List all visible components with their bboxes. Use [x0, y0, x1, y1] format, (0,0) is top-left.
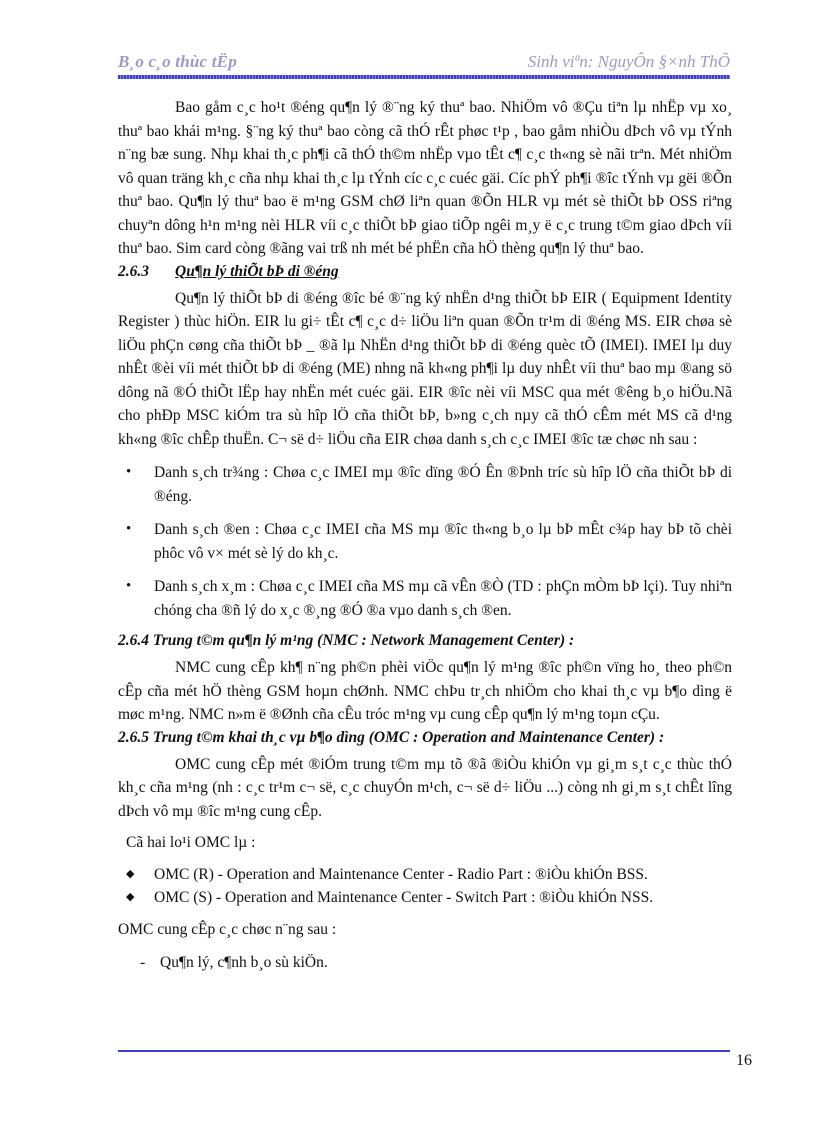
omc-functions-intro: OMC cung cÊp c¸c chøc n¨ng sau :	[118, 920, 337, 938]
list-item	[118, 863, 732, 887]
student-name: Sinh viªn: NguyÔn §×nh ThÕ	[527, 52, 730, 71]
report-title: B¸o c¸o thùc tËp	[118, 52, 237, 71]
list-item	[118, 518, 732, 565]
omc-paragraph: OMC cung cÊp mét ®iÓm trung t©m mµ tõ ®ã ®iÒu khiÓn vµ gi¸m s¸t c¸c thùc thÓ kh¸c cña m¹ng (nh : c¸c tr¹m c¬ së, c¸c chuyÓn m¹ch, c¬ së d÷ liÖu ...) còng nh gi¸m s¸t chÊt lîng dÞch vô mµ ®îc m¹ng cung cÊp.	[118, 755, 732, 820]
section-heading-2-6-4: 2.6.4 Trung t©m qu¶n lý m¹ng (NMC : Network Management Center) :	[118, 632, 575, 649]
page-header	[118, 50, 730, 76]
omc-types-intro: Cã hai lo¹i OMC lµ :	[126, 834, 256, 851]
header-divider	[118, 75, 730, 79]
page-number: 16	[736, 1052, 752, 1069]
list-item-text: OMC (R) - Operation and Maintenance Center - Radio Part : ®iÒu khiÓn BSS.	[154, 865, 648, 883]
list-item	[118, 575, 732, 622]
section-title: Qu¶n lý thiÕt bÞ di ®éng	[175, 262, 339, 280]
bullet-icon: •	[126, 464, 132, 480]
diamond-bullet-icon: ◆	[126, 867, 135, 880]
diamond-bullet-icon: ◆	[126, 891, 135, 903]
list-item	[118, 951, 732, 975]
dash-bullet-icon: -	[140, 954, 146, 971]
list-item-text: Danh s¸ch ®en : Chøa c¸c IMEI cña MS mµ ®îc th«ng b¸o lµ bÞ mÊt c¾p hay bÞ tõ chèi phôc vô v× mét sè lý do kh¸c.	[154, 521, 732, 562]
subscriber-management-paragraph: Bao gåm c¸c ho¹t ®éng qu¶n lý ®¨ng ký thuª bao. NhiÖm vô ®Çu tiªn lµ nhËp vµ xo¸ thuª bao khái m¹ng. §¨ng ký thuª bao còng cã thÓ rÊt phøc t¹p , bao gåm nhiÒu dÞch vô vµ tÝnh n¨ng bæ sung. Nhµ khai th¸c ph¶i cã thÓ th©m nhËp vµo tÊt c¶ c¸c th«ng sè nãi trªn. Mét nhiÖm vô quan träng kh¸c cña nhµ khai th¸c lµ tÝnh cíc c¸c cuéc gäi. Cíc phÝ ph¶i ®îc tÝnh vµ gëi ®Õn thuª bao. Qu¶n lý thuª bao ë m¹ng GSM chØ liªn quan ®Õn HLR vµ mét sè thiÕt bÞ OSS riªng chuyªn dông h¹n m¹ng nèi HLR víi c¸c thiÕt bÞ giao tiÕp ngêi m¸y ë c¸c trung t©m giao dÞch víi thuª bao. Sim card còng ®ãng vai trß nh mét bé phËn cña hÖ thèng qu¶n lý thuª bao.	[118, 99, 732, 257]
bullet-icon: •	[126, 578, 132, 594]
list-item-text: Qu¶n lý, c¶nh b¸o sù kiÖn.	[160, 954, 328, 971]
list-item-text: OMC (S) - Operation and Maintenance Center - Switch Part : ®iÒu khiÓn NSS.	[154, 889, 654, 906]
equipment-management-paragraph: Qu¶n lý thiÕt bÞ di ®éng ®îc bé ®¨ng ký nhËn d¹ng thiÕt bÞ EIR ( Equipment Identity Register ) thùc hiÖn. EIR lu gi÷ tÊt c¶ c¸c d÷ liÖu liªn quan ®Õn tr¹m di ®éng MS. EIR chøa sè liÖu phÇn cøng cña thiÕt bÞ _ ®ã lµ NhËn d¹ng thiÕt bÞ di ®éng quèc tÕ (IMEI). IMEI lµ duy nhÊt ®èi víi mét thiÕt bÞ di ®éng (ME) nhng nã kh«ng ph¶i lµ duy nhÊt víi thuª bao mµ ®ang sö dông nã ®Ó thiÕt lËp hay nhËn mét cuéc gäi. EIR ®îc nèi víi MSC qua mét ®êng b¸o hiÖu.Nã cho phÐp MSC kiÓm tra sù hîp lÖ cña thiÕt bÞ, b»ng c¸ch nµy cã thÓ cÊm mét MS cã d¹ng kh«ng ®îc chÊp thuËn. C¬ së d÷ liÖu cña EIR chøa danh s¸ch c¸c IMEI ®îc tæ chøc nh sau :	[118, 289, 732, 448]
footer-divider	[118, 1050, 730, 1052]
section-number: 2.6.3	[118, 262, 149, 280]
list-item-text: Danh s¸ch tr¾ng : Chøa c¸c IMEI mµ ®îc dïng ®Ó Ên ®Þnh tríc sù hîp lÖ cña thiÕt bÞ di ®éng.	[154, 464, 732, 505]
section-heading-2-6-5: 2.6.5 Trung t©m khai th¸c vµ b¶o dìng (OMC : Operation and Maintenance Center) :	[118, 728, 665, 746]
list-item	[118, 461, 732, 508]
list-item	[118, 886, 732, 910]
bullet-icon: •	[126, 521, 132, 537]
list-item-text: Danh s¸ch x¸m : Chøa c¸c IMEI cña MS mµ cã vÊn ®Ò (TD : phÇn mÒm bÞ lçi). Tuy nhiªn chóng cha ®ñ lý do x¸c ®¸ng ®Ó ®a vµo danh s¸ch ®en.	[154, 578, 732, 619]
nmc-paragraph: NMC cung cÊp kh¶ n¨ng ph©n phèi viÖc qu¶n lý m¹ng ®îc ph©n vïng ho¸ theo ph©n cÊp cña mét hÖ thèng GSM hoµn chØnh. NMC chÞu tr¸ch nhiÖm cho khai th¸c vµ b¶o dìng ë møc m¹ng. NMC n»m ë ®Ønh cña cÊu tróc m¹ng vµ cung cÊp qu¶n lý m¹ng toµn cÇu.	[118, 659, 732, 723]
section-heading-2-6-3	[118, 261, 732, 283]
page-body	[118, 96, 732, 975]
